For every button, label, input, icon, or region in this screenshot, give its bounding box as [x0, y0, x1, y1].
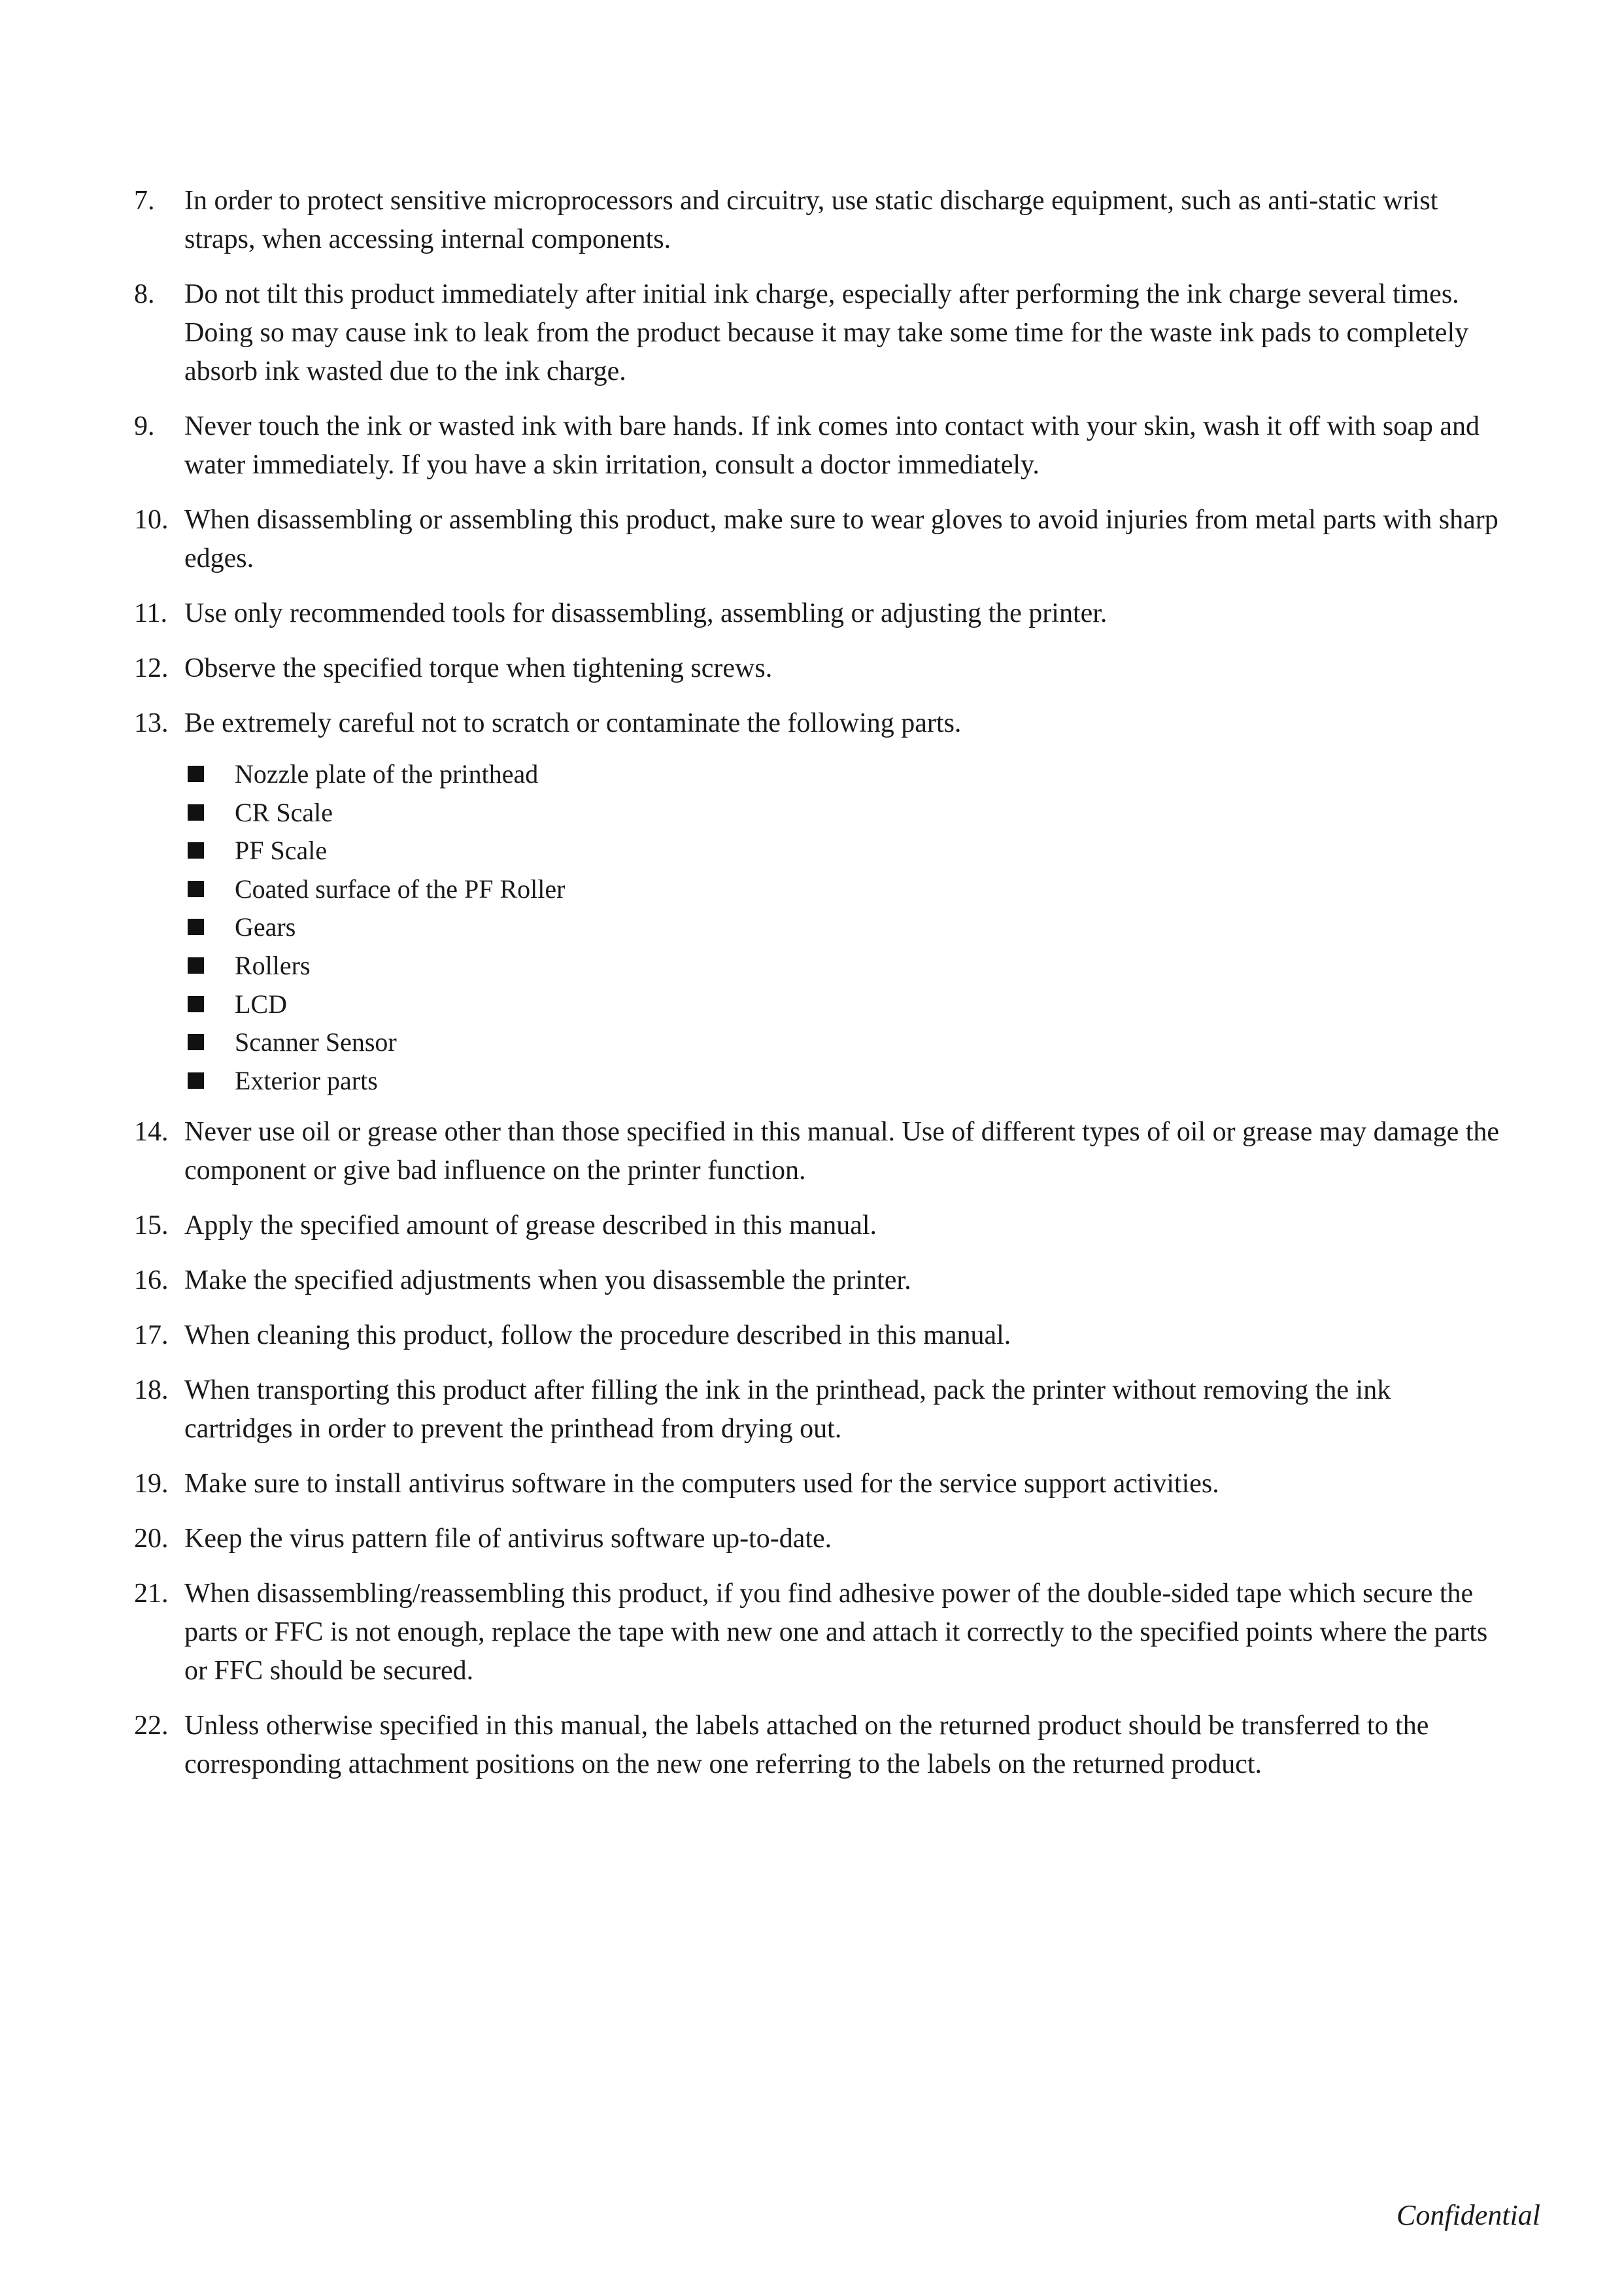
bullet-item: [134, 1062, 1504, 1101]
item-text: When cleaning this product, follow the procedure described in this manual.: [184, 1320, 1011, 1351]
list-item-18: [134, 1371, 1504, 1448]
bullet-text: Gears: [235, 912, 296, 942]
bullet-item: [134, 1023, 1504, 1062]
list-item-22: [134, 1707, 1504, 1784]
item-text: Unless otherwise specified in this manual, the labels attached on the returned product should be transferred to the corresponding attachment positions on the new one referring to the labels on the returned product.: [184, 1711, 1429, 1780]
list-item-8: [134, 275, 1504, 391]
item-text: In order to protect sensitive microprocessors and circuitry, use static discharge equipment, such as anti-static wrist straps, when accessing internal components.: [184, 186, 1438, 254]
list-item-11: [134, 594, 1504, 633]
bullet-item: [134, 794, 1504, 832]
item-number: 8.: [134, 279, 155, 309]
list-item-15: [134, 1206, 1504, 1245]
item-number: 16.: [134, 1265, 169, 1296]
item-number: 18.: [134, 1375, 169, 1406]
item-number: 21.: [134, 1579, 169, 1609]
square-bullet-icon: [188, 842, 204, 859]
bullet-text: CR Scale: [235, 797, 333, 827]
confidential-footer: Confidential: [1396, 2199, 1540, 2231]
square-bullet-icon: [188, 919, 204, 935]
bullet-text: Exterior parts: [235, 1065, 378, 1095]
item-number: 14.: [134, 1117, 169, 1148]
square-bullet-icon: [188, 1034, 204, 1050]
bullet-text: PF Scale: [235, 836, 328, 866]
item-text: Make the specified adjustments when you disassemble the printer.: [184, 1265, 911, 1296]
item-text: Do not tilt this product immediately after initial ink charge, especially after performing the ink charge several times. Doing so may cause ink to leak from the product because it may take some time for the waste ink pads to completely absorb ink wasted due to the ink charge.: [184, 279, 1469, 386]
item-number: 13.: [134, 708, 169, 738]
list-item-17: [134, 1316, 1504, 1355]
item-number: 17.: [134, 1320, 169, 1351]
bullet-item: [134, 870, 1504, 909]
item-text: Be extremely careful not to scratch or contaminate the following parts.: [184, 708, 962, 738]
item-number: 12.: [134, 653, 169, 683]
numbered-list-after: [134, 1113, 1504, 1784]
list-item-7: [134, 182, 1504, 259]
bullet-text: LCD: [235, 989, 287, 1019]
item-text: Never touch the ink or wasted ink with bare hands. If ink comes into contact with your skin, wash it off with soap and water immediately. If you have a skin irritation, consult a doctor immediately.: [184, 411, 1480, 480]
item-number: 9.: [134, 411, 155, 441]
item-text: When transporting this product after filling the ink in the printhead, pack the printer without removing the ink cartridges in order to prevent the printhead from drying out.: [184, 1375, 1391, 1445]
list-item-20: [134, 1520, 1504, 1558]
bullet-item: [134, 755, 1504, 794]
item-number: 20.: [134, 1524, 169, 1554]
numbered-list-before: [134, 182, 1504, 743]
square-bullet-icon: [188, 766, 204, 782]
square-bullet-icon: [188, 957, 204, 974]
bullet-item: [134, 985, 1504, 1024]
bullet-text: Scanner Sensor: [235, 1027, 397, 1057]
square-bullet-icon: [188, 881, 204, 897]
item-text: Use only recommended tools for disassembling, assembling or adjusting the printer.: [184, 598, 1108, 628]
bullet-text: Coated surface of the PF Roller: [235, 874, 566, 904]
item-text: When disassembling/reassembling this product, if you find adhesive power of the double-sided tape which secure the parts or FFC is not enough, replace the tape with new one and attach it correctly to the specified points where the parts or FFC should be secured.: [184, 1579, 1488, 1686]
item-text: Keep the virus pattern file of antivirus software up-to-date.: [184, 1524, 832, 1554]
bullet-text: Nozzle plate of the printhead: [235, 759, 539, 789]
list-item-13: [134, 704, 1504, 743]
bullet-item: [134, 947, 1504, 985]
square-bullet-icon: [188, 804, 204, 821]
list-item-19: [134, 1465, 1504, 1503]
item-number: 7.: [134, 186, 155, 216]
item-text: Never use oil or grease other than those specified in this manual. Use of different types of oil or grease may damage the component or give bad influence on the printer function.: [184, 1117, 1500, 1186]
list-item-16: [134, 1261, 1504, 1300]
item-number: 22.: [134, 1711, 169, 1741]
item-text: Make sure to install antivirus software in the computers used for the service support activities.: [184, 1469, 1219, 1499]
item-number: 11.: [134, 598, 167, 628]
square-bullet-icon: [188, 996, 204, 1012]
list-item-10: [134, 501, 1504, 578]
bullet-item: [134, 908, 1504, 947]
list-item-12: [134, 649, 1504, 688]
item-text: Observe the specified torque when tightening screws.: [184, 653, 773, 683]
bullet-text: Rollers: [235, 950, 311, 980]
item-number: 19.: [134, 1469, 169, 1499]
list-item-9: [134, 407, 1504, 485]
item-text: When disassembling or assembling this product, make sure to wear gloves to avoid injuries from metal parts with sharp edges.: [184, 505, 1498, 573]
list-item-14: [134, 1113, 1504, 1190]
page-content: [134, 182, 1504, 1800]
square-bullet-icon: [188, 1072, 204, 1089]
bullet-item: [134, 832, 1504, 870]
item-number: 10.: [134, 505, 169, 535]
item-text: Apply the specified amount of grease described in this manual.: [184, 1210, 877, 1241]
list-item-21: [134, 1575, 1504, 1690]
parts-bullet-list: [134, 755, 1504, 1100]
item-number: 15.: [134, 1210, 169, 1241]
